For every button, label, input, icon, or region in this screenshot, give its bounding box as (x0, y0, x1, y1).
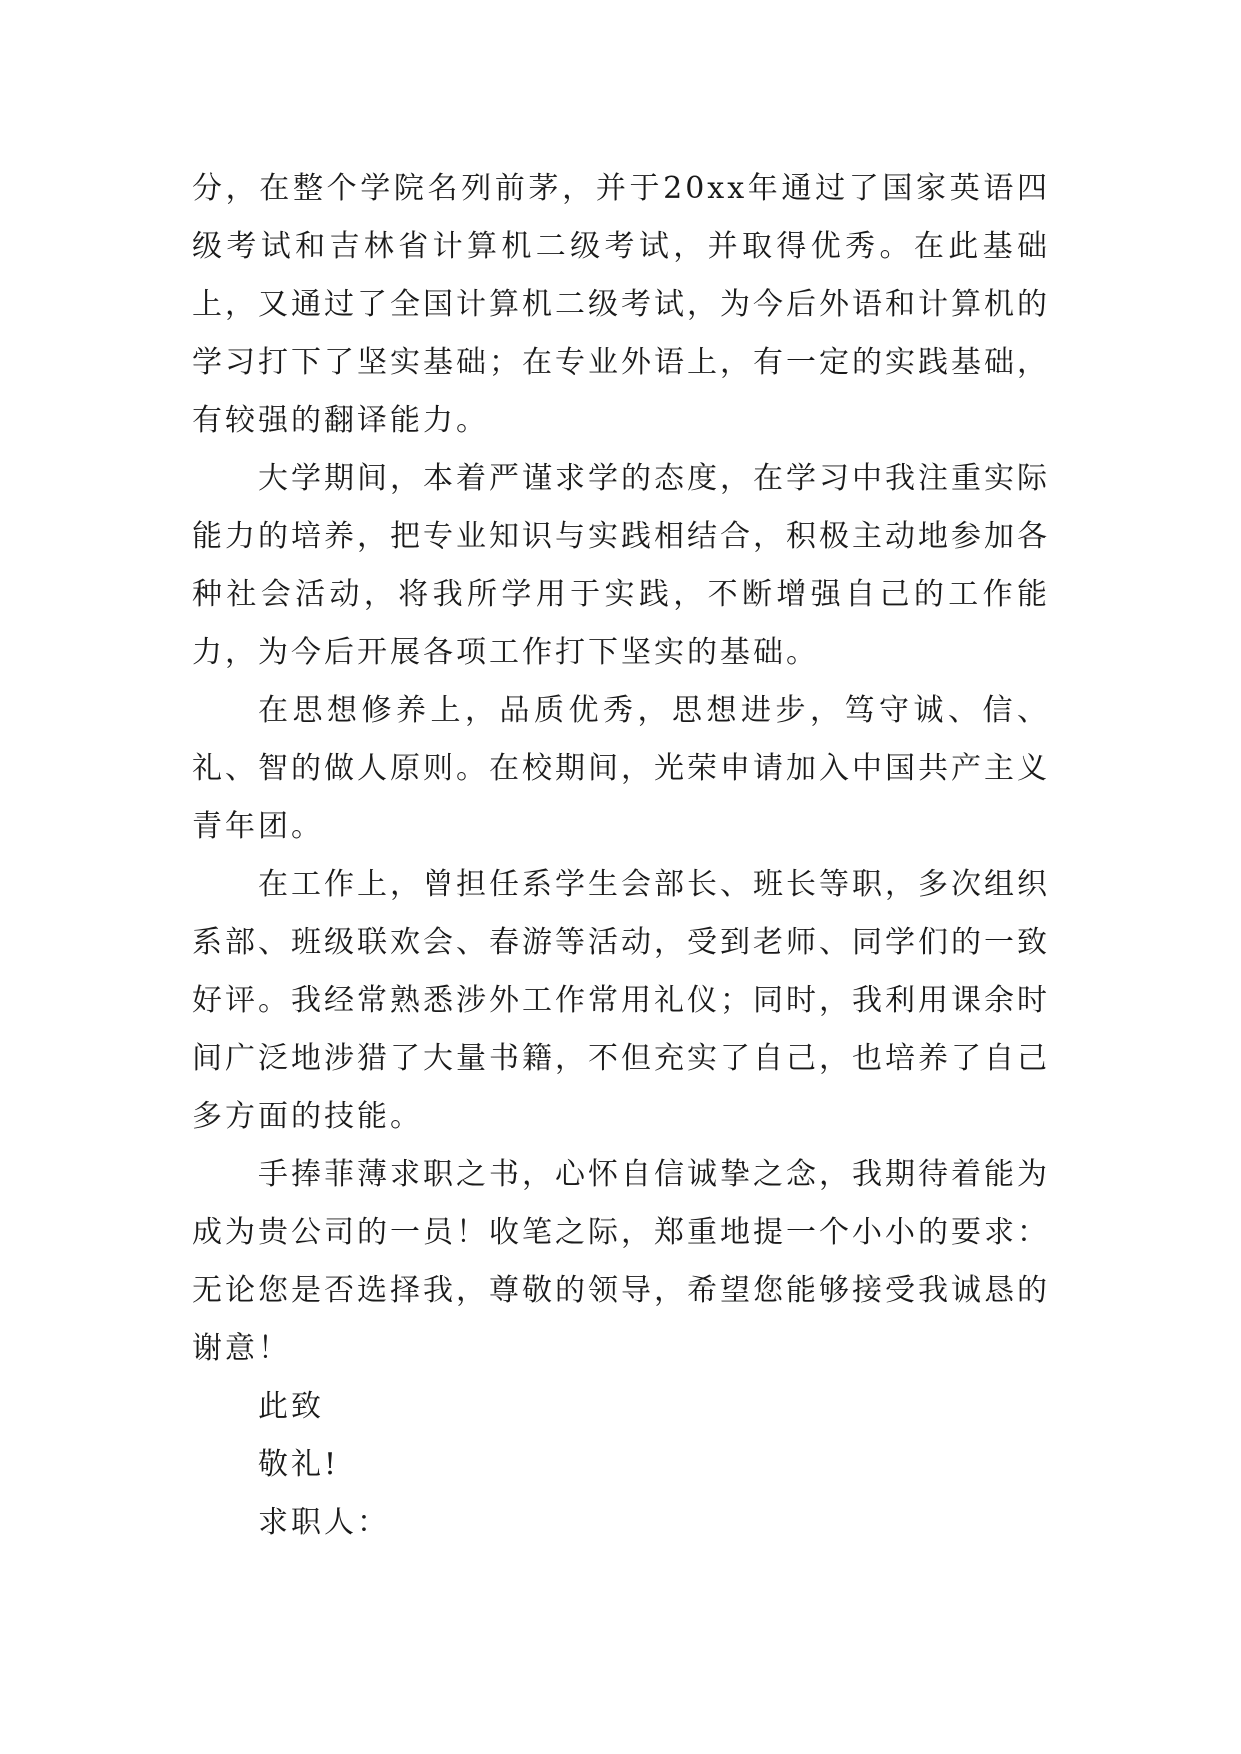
paragraph-work-experience: 在工作上，曾担任系学生会部长、班长等职，多次组织系部、班级联欢会、春游等活动，受到老师、同学们的一致好评。我经常熟悉涉外工作常用礼仪；同时，我利用课余时间广泛地涉猎了大量书籍，不但充实了自己，也培养了自己多方面的技能。 (192, 867, 1050, 1134)
paragraph-conclusion: 手捧菲薄求职之书，心怀自信诚挚之念，我期待着能为成为贵公司的一员！收笔之际，郑重地提一个小小的要求：无论您是否选择我，尊敬的领导，希望您能够接受我诚恳的谢意！ (192, 1157, 1050, 1366)
letter-body (192, 160, 1050, 1552)
paragraph-university-period: 大学期间，本着严谨求学的态度，在学习中我注重实际能力的培养，把专业知识与实践相结合，积极主动地参加各种社会活动，将我所学用于实践，不断增强自己的工作能力，为今后开展各项工作打下坚实的基础。 (192, 461, 1050, 670)
applicant-signature-label: 求职人： (258, 1505, 390, 1540)
paragraph-ideological-cultivation: 在思想修养上，品质优秀，思想进步，笃守诚、信、礼、智的做人原则。在校期间，光荣申请加入中国共产主义青年团。 (192, 693, 1050, 844)
closing-regards: 敬礼! (258, 1447, 340, 1482)
closing-salutation: 此致 (258, 1389, 324, 1424)
paragraph-academic-record: 分，在整个学院名列前茅，并于20xx年通过了国家英语四级考试和吉林省计算机二级考试，并取得优秀。在此基础上，又通过了全国计算机二级考试，为今后外语和计算机的学习打下了坚实基础；在专业外语上，有一定的实践基础，有较强的翻译能力。 (192, 171, 1050, 438)
